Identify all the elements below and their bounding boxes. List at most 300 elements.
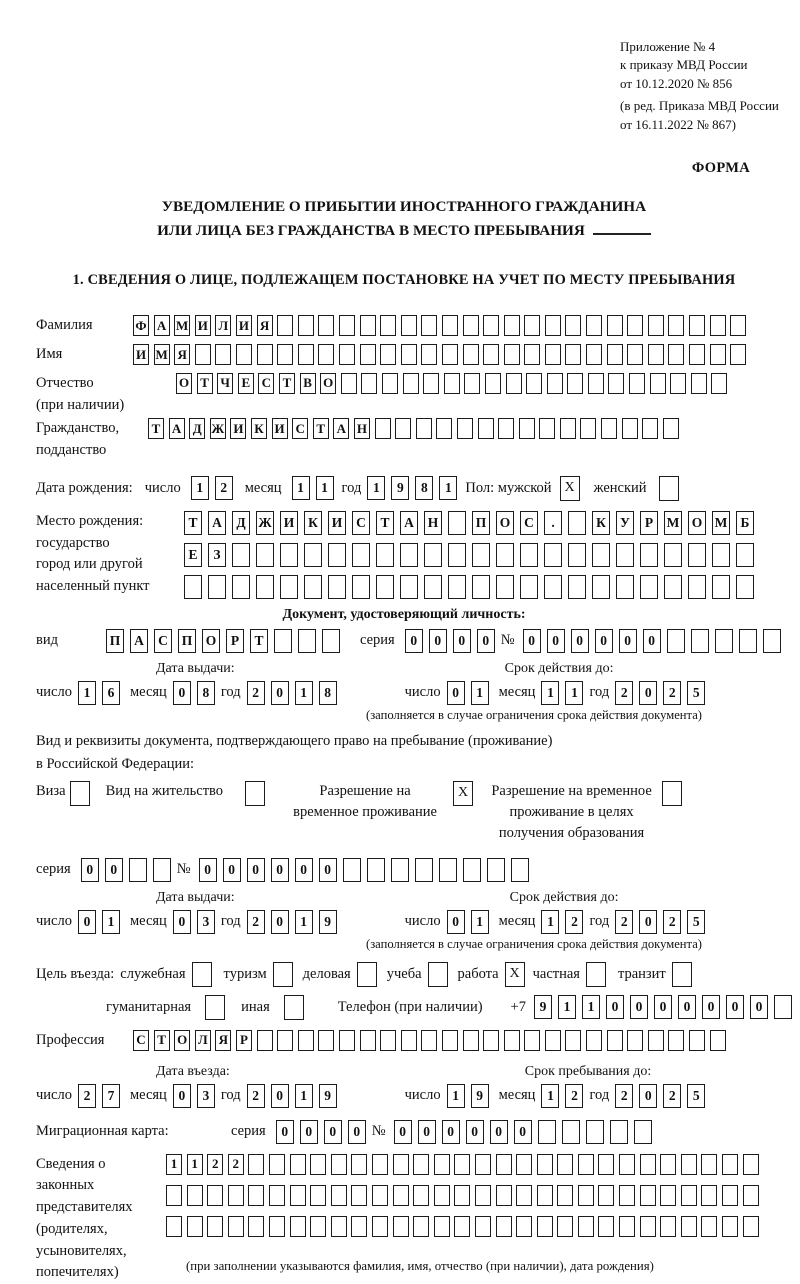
char-cell[interactable]: А bbox=[169, 418, 185, 439]
char-cell[interactable]: А bbox=[154, 315, 170, 336]
char-cell[interactable]: 5 bbox=[687, 910, 705, 934]
char-cell[interactable] bbox=[351, 1216, 367, 1237]
char-cell[interactable]: Е bbox=[184, 543, 202, 567]
char-cell[interactable]: 0 bbox=[678, 995, 696, 1019]
char-cell[interactable] bbox=[504, 1030, 520, 1051]
char-cell[interactable]: 1 bbox=[439, 476, 457, 500]
char-cell[interactable] bbox=[670, 373, 686, 394]
char-cell[interactable] bbox=[526, 373, 542, 394]
char-cell[interactable] bbox=[524, 1030, 540, 1051]
char-cell[interactable]: С bbox=[154, 629, 172, 653]
char-cell[interactable]: 1 bbox=[78, 681, 96, 705]
char-cell[interactable]: М bbox=[712, 511, 730, 535]
char-cell[interactable] bbox=[736, 543, 754, 567]
char-cell[interactable] bbox=[352, 575, 370, 599]
char-cell[interactable]: А bbox=[130, 629, 148, 653]
char-cell[interactable] bbox=[710, 315, 726, 336]
char-cell[interactable]: Б bbox=[736, 511, 754, 535]
char-cell[interactable] bbox=[545, 315, 561, 336]
char-cell[interactable]: Т bbox=[154, 1030, 170, 1051]
char-cell[interactable]: 2 bbox=[663, 1084, 681, 1108]
char-cell[interactable] bbox=[619, 1216, 635, 1237]
char-cell[interactable] bbox=[195, 344, 211, 365]
char-cell[interactable] bbox=[578, 1154, 594, 1175]
char-cell[interactable]: Ч bbox=[217, 373, 233, 394]
char-cell[interactable] bbox=[413, 1216, 429, 1237]
char-cell[interactable]: 9 bbox=[471, 1084, 489, 1108]
char-cell[interactable] bbox=[506, 373, 522, 394]
char-cell[interactable] bbox=[298, 315, 314, 336]
char-cell[interactable]: 6 bbox=[102, 681, 120, 705]
char-cell[interactable] bbox=[434, 1185, 450, 1206]
char-cell[interactable] bbox=[578, 1185, 594, 1206]
char-cell[interactable]: 0 bbox=[418, 1120, 436, 1144]
char-cell[interactable]: 2 bbox=[615, 681, 633, 705]
char-cell[interactable]: 0 bbox=[547, 629, 565, 653]
char-cell[interactable] bbox=[391, 858, 409, 882]
char-cell[interactable]: М bbox=[174, 315, 190, 336]
char-cell[interactable]: 1 bbox=[565, 681, 583, 705]
char-cell[interactable] bbox=[416, 418, 432, 439]
char-cell[interactable] bbox=[681, 1185, 697, 1206]
char-cell[interactable] bbox=[401, 1030, 417, 1051]
char-cell[interactable] bbox=[722, 1216, 738, 1237]
char-cell[interactable] bbox=[376, 543, 394, 567]
char-cell[interactable] bbox=[487, 858, 505, 882]
char-cell[interactable]: 0 bbox=[477, 629, 495, 653]
char-cell[interactable] bbox=[688, 575, 706, 599]
char-cell[interactable] bbox=[736, 575, 754, 599]
char-cell[interactable] bbox=[232, 543, 250, 567]
char-cell[interactable]: 2 bbox=[565, 1084, 583, 1108]
char-cell[interactable] bbox=[310, 1185, 326, 1206]
char-cell[interactable]: Ж bbox=[256, 511, 274, 535]
char-cell[interactable] bbox=[544, 575, 562, 599]
char-cell[interactable] bbox=[475, 1185, 491, 1206]
char-cell[interactable]: Л bbox=[195, 1030, 211, 1051]
char-cell[interactable] bbox=[439, 858, 457, 882]
char-cell[interactable] bbox=[689, 315, 705, 336]
char-cell[interactable] bbox=[711, 373, 727, 394]
char-cell[interactable] bbox=[434, 1216, 450, 1237]
char-cell[interactable]: 1 bbox=[471, 910, 489, 934]
char-cell[interactable]: 2 bbox=[215, 476, 233, 500]
char-cell[interactable]: 0 bbox=[271, 1084, 289, 1108]
char-cell[interactable] bbox=[341, 373, 357, 394]
char-cell[interactable] bbox=[524, 315, 540, 336]
char-cell[interactable]: 1 bbox=[295, 1084, 313, 1108]
char-cell[interactable] bbox=[520, 543, 538, 567]
char-cell[interactable] bbox=[415, 858, 433, 882]
char-cell[interactable]: О bbox=[320, 373, 336, 394]
char-cell[interactable]: Я bbox=[215, 1030, 231, 1051]
char-cell[interactable] bbox=[361, 373, 377, 394]
char-cell[interactable] bbox=[642, 418, 658, 439]
char-cell[interactable] bbox=[400, 575, 418, 599]
char-cell[interactable]: 1 bbox=[166, 1154, 182, 1175]
char-cell[interactable] bbox=[722, 1185, 738, 1206]
char-cell[interactable]: 0 bbox=[429, 629, 447, 653]
char-cell[interactable]: 0 bbox=[606, 995, 624, 1019]
char-cell[interactable]: 0 bbox=[490, 1120, 508, 1144]
char-cell[interactable] bbox=[691, 373, 707, 394]
char-cell[interactable]: И bbox=[236, 315, 252, 336]
char-cell[interactable] bbox=[524, 344, 540, 365]
char-cell[interactable] bbox=[424, 543, 442, 567]
char-cell[interactable]: Ж bbox=[210, 418, 226, 439]
char-cell[interactable] bbox=[560, 418, 576, 439]
char-cell[interactable]: Е bbox=[238, 373, 254, 394]
char-cell[interactable] bbox=[715, 629, 733, 653]
purpose-transit-checkbox[interactable] bbox=[672, 962, 692, 987]
char-cell[interactable]: 0 bbox=[173, 681, 191, 705]
char-cell[interactable] bbox=[668, 315, 684, 336]
char-cell[interactable]: О bbox=[496, 511, 514, 535]
char-cell[interactable] bbox=[424, 575, 442, 599]
char-cell[interactable]: 2 bbox=[207, 1154, 223, 1175]
char-cell[interactable] bbox=[567, 373, 583, 394]
char-cell[interactable] bbox=[730, 315, 746, 336]
char-cell[interactable]: 0 bbox=[105, 858, 123, 882]
char-cell[interactable]: Н bbox=[354, 418, 370, 439]
char-cell[interactable] bbox=[444, 373, 460, 394]
char-cell[interactable] bbox=[360, 315, 376, 336]
char-cell[interactable]: 1 bbox=[316, 476, 334, 500]
char-cell[interactable] bbox=[208, 575, 226, 599]
char-cell[interactable] bbox=[568, 575, 586, 599]
char-cell[interactable] bbox=[629, 373, 645, 394]
char-cell[interactable]: 0 bbox=[247, 858, 265, 882]
char-cell[interactable] bbox=[519, 418, 535, 439]
char-cell[interactable] bbox=[586, 315, 602, 336]
char-cell[interactable]: 1 bbox=[558, 995, 576, 1019]
char-cell[interactable]: 0 bbox=[276, 1120, 294, 1144]
char-cell[interactable] bbox=[640, 1185, 656, 1206]
char-cell[interactable]: 5 bbox=[687, 681, 705, 705]
char-cell[interactable] bbox=[743, 1154, 759, 1175]
char-cell[interactable] bbox=[448, 575, 466, 599]
char-cell[interactable]: 0 bbox=[514, 1120, 532, 1144]
char-cell[interactable]: А bbox=[400, 511, 418, 535]
char-cell[interactable]: 8 bbox=[319, 681, 337, 705]
char-cell[interactable]: 0 bbox=[726, 995, 744, 1019]
char-cell[interactable] bbox=[269, 1216, 285, 1237]
char-cell[interactable]: 0 bbox=[654, 995, 672, 1019]
char-cell[interactable] bbox=[544, 543, 562, 567]
char-cell[interactable]: А bbox=[333, 418, 349, 439]
char-cell[interactable] bbox=[277, 344, 293, 365]
purpose-work-checkbox[interactable]: X bbox=[505, 962, 525, 987]
char-cell[interactable]: 0 bbox=[447, 910, 465, 934]
char-cell[interactable] bbox=[318, 344, 334, 365]
char-cell[interactable] bbox=[248, 1185, 264, 1206]
char-cell[interactable] bbox=[619, 1154, 635, 1175]
char-cell[interactable] bbox=[448, 543, 466, 567]
char-cell[interactable] bbox=[322, 629, 340, 653]
char-cell[interactable] bbox=[463, 1030, 479, 1051]
char-cell[interactable] bbox=[568, 543, 586, 567]
char-cell[interactable] bbox=[607, 1030, 623, 1051]
char-cell[interactable]: 2 bbox=[247, 910, 265, 934]
char-cell[interactable]: 2 bbox=[663, 910, 681, 934]
char-cell[interactable] bbox=[498, 418, 514, 439]
char-cell[interactable]: А bbox=[208, 511, 226, 535]
char-cell[interactable] bbox=[393, 1154, 409, 1175]
char-cell[interactable] bbox=[586, 344, 602, 365]
char-cell[interactable] bbox=[648, 344, 664, 365]
char-cell[interactable]: 2 bbox=[247, 1084, 265, 1108]
char-cell[interactable] bbox=[184, 575, 202, 599]
char-cell[interactable] bbox=[562, 1120, 580, 1144]
char-cell[interactable] bbox=[640, 1216, 656, 1237]
temp-residence-checkbox[interactable]: X bbox=[453, 781, 473, 806]
char-cell[interactable] bbox=[712, 575, 730, 599]
char-cell[interactable] bbox=[310, 1154, 326, 1175]
char-cell[interactable]: 3 bbox=[197, 1084, 215, 1108]
char-cell[interactable]: Д bbox=[189, 418, 205, 439]
char-cell[interactable]: 8 bbox=[197, 681, 215, 705]
char-cell[interactable] bbox=[496, 1216, 512, 1237]
char-cell[interactable]: Я bbox=[257, 315, 273, 336]
char-cell[interactable]: 0 bbox=[571, 629, 589, 653]
char-cell[interactable]: 1 bbox=[367, 476, 385, 500]
char-cell[interactable] bbox=[339, 1030, 355, 1051]
char-cell[interactable] bbox=[701, 1154, 717, 1175]
char-cell[interactable] bbox=[274, 629, 292, 653]
char-cell[interactable] bbox=[256, 543, 274, 567]
char-cell[interactable] bbox=[640, 575, 658, 599]
char-cell[interactable]: 3 bbox=[197, 910, 215, 934]
purpose-official-checkbox[interactable] bbox=[192, 962, 212, 987]
char-cell[interactable] bbox=[464, 373, 480, 394]
char-cell[interactable] bbox=[722, 1154, 738, 1175]
char-cell[interactable] bbox=[547, 373, 563, 394]
char-cell[interactable] bbox=[475, 1216, 491, 1237]
char-cell[interactable] bbox=[236, 344, 252, 365]
char-cell[interactable]: И bbox=[230, 418, 246, 439]
char-cell[interactable] bbox=[232, 575, 250, 599]
char-cell[interactable] bbox=[277, 315, 293, 336]
char-cell[interactable]: 9 bbox=[391, 476, 409, 500]
char-cell[interactable] bbox=[598, 1216, 614, 1237]
char-cell[interactable] bbox=[442, 315, 458, 336]
char-cell[interactable] bbox=[434, 1154, 450, 1175]
char-cell[interactable] bbox=[483, 344, 499, 365]
char-cell[interactable] bbox=[537, 1185, 553, 1206]
char-cell[interactable] bbox=[421, 1030, 437, 1051]
char-cell[interactable]: 5 bbox=[687, 1084, 705, 1108]
char-cell[interactable]: 1 bbox=[541, 681, 559, 705]
char-cell[interactable] bbox=[153, 858, 171, 882]
char-cell[interactable] bbox=[539, 418, 555, 439]
char-cell[interactable]: 9 bbox=[319, 910, 337, 934]
char-cell[interactable] bbox=[701, 1216, 717, 1237]
char-cell[interactable] bbox=[351, 1185, 367, 1206]
char-cell[interactable] bbox=[257, 1030, 273, 1051]
char-cell[interactable]: 0 bbox=[295, 858, 313, 882]
char-cell[interactable]: У bbox=[616, 511, 634, 535]
char-cell[interactable] bbox=[403, 373, 419, 394]
char-cell[interactable] bbox=[478, 418, 494, 439]
char-cell[interactable] bbox=[413, 1185, 429, 1206]
char-cell[interactable] bbox=[463, 344, 479, 365]
char-cell[interactable] bbox=[640, 543, 658, 567]
char-cell[interactable] bbox=[248, 1154, 264, 1175]
char-cell[interactable] bbox=[328, 575, 346, 599]
char-cell[interactable] bbox=[380, 1030, 396, 1051]
char-cell[interactable]: 0 bbox=[319, 858, 337, 882]
char-cell[interactable] bbox=[187, 1216, 203, 1237]
char-cell[interactable] bbox=[607, 315, 623, 336]
char-cell[interactable] bbox=[565, 344, 581, 365]
char-cell[interactable]: 0 bbox=[639, 1084, 657, 1108]
char-cell[interactable]: 0 bbox=[447, 681, 465, 705]
char-cell[interactable] bbox=[280, 575, 298, 599]
char-cell[interactable] bbox=[619, 1185, 635, 1206]
char-cell[interactable] bbox=[269, 1154, 285, 1175]
char-cell[interactable] bbox=[580, 418, 596, 439]
char-cell[interactable] bbox=[739, 629, 757, 653]
char-cell[interactable]: С bbox=[520, 511, 538, 535]
char-cell[interactable] bbox=[393, 1216, 409, 1237]
char-cell[interactable]: 0 bbox=[453, 629, 471, 653]
char-cell[interactable]: 1 bbox=[471, 681, 489, 705]
char-cell[interactable] bbox=[496, 1154, 512, 1175]
char-cell[interactable] bbox=[454, 1216, 470, 1237]
char-cell[interactable] bbox=[648, 1030, 664, 1051]
char-cell[interactable]: 0 bbox=[442, 1120, 460, 1144]
char-cell[interactable]: . bbox=[544, 511, 562, 535]
visa-checkbox[interactable] bbox=[70, 781, 90, 806]
char-cell[interactable]: Р bbox=[640, 511, 658, 535]
char-cell[interactable] bbox=[664, 543, 682, 567]
char-cell[interactable] bbox=[331, 1216, 347, 1237]
char-cell[interactable] bbox=[616, 543, 634, 567]
char-cell[interactable]: И bbox=[328, 511, 346, 535]
char-cell[interactable] bbox=[689, 344, 705, 365]
char-cell[interactable] bbox=[537, 1154, 553, 1175]
char-cell[interactable] bbox=[472, 543, 490, 567]
char-cell[interactable] bbox=[413, 1154, 429, 1175]
char-cell[interactable]: 1 bbox=[191, 476, 209, 500]
char-cell[interactable]: Т bbox=[250, 629, 268, 653]
char-cell[interactable]: И bbox=[280, 511, 298, 535]
char-cell[interactable]: 0 bbox=[523, 629, 541, 653]
char-cell[interactable]: 0 bbox=[405, 629, 423, 653]
char-cell[interactable]: 2 bbox=[663, 681, 681, 705]
char-cell[interactable]: И bbox=[195, 315, 211, 336]
char-cell[interactable] bbox=[256, 575, 274, 599]
char-cell[interactable] bbox=[511, 858, 529, 882]
char-cell[interactable]: 0 bbox=[702, 995, 720, 1019]
char-cell[interactable] bbox=[360, 1030, 376, 1051]
char-cell[interactable] bbox=[565, 315, 581, 336]
char-cell[interactable] bbox=[689, 1030, 705, 1051]
char-cell[interactable]: 0 bbox=[173, 1084, 191, 1108]
char-cell[interactable] bbox=[401, 315, 417, 336]
char-cell[interactable]: 0 bbox=[750, 995, 768, 1019]
char-cell[interactable]: О bbox=[176, 373, 192, 394]
char-cell[interactable] bbox=[648, 315, 664, 336]
purpose-tourism-checkbox[interactable] bbox=[273, 962, 293, 987]
temp-residence-education-checkbox[interactable] bbox=[662, 781, 682, 806]
char-cell[interactable] bbox=[375, 418, 391, 439]
char-cell[interactable] bbox=[421, 344, 437, 365]
char-cell[interactable] bbox=[352, 543, 370, 567]
char-cell[interactable]: 9 bbox=[319, 1084, 337, 1108]
char-cell[interactable] bbox=[663, 418, 679, 439]
char-cell[interactable] bbox=[712, 543, 730, 567]
char-cell[interactable]: 0 bbox=[630, 995, 648, 1019]
char-cell[interactable] bbox=[475, 1154, 491, 1175]
char-cell[interactable] bbox=[483, 315, 499, 336]
char-cell[interactable]: 9 bbox=[534, 995, 552, 1019]
purpose-study-checkbox[interactable] bbox=[428, 962, 448, 987]
char-cell[interactable] bbox=[616, 575, 634, 599]
char-cell[interactable] bbox=[442, 344, 458, 365]
char-cell[interactable]: М bbox=[154, 344, 170, 365]
char-cell[interactable] bbox=[400, 543, 418, 567]
char-cell[interactable]: С bbox=[133, 1030, 149, 1051]
char-cell[interactable]: 0 bbox=[348, 1120, 366, 1144]
char-cell[interactable]: 0 bbox=[223, 858, 241, 882]
char-cell[interactable]: Т bbox=[376, 511, 394, 535]
char-cell[interactable] bbox=[557, 1154, 573, 1175]
char-cell[interactable] bbox=[627, 1030, 643, 1051]
char-cell[interactable] bbox=[372, 1216, 388, 1237]
char-cell[interactable] bbox=[228, 1216, 244, 1237]
char-cell[interactable] bbox=[691, 629, 709, 653]
char-cell[interactable] bbox=[496, 575, 514, 599]
char-cell[interactable] bbox=[516, 1216, 532, 1237]
char-cell[interactable] bbox=[538, 1120, 556, 1144]
char-cell[interactable] bbox=[743, 1216, 759, 1237]
char-cell[interactable]: С bbox=[292, 418, 308, 439]
char-cell[interactable]: 1 bbox=[541, 1084, 559, 1108]
char-cell[interactable] bbox=[207, 1185, 223, 1206]
char-cell[interactable] bbox=[557, 1216, 573, 1237]
char-cell[interactable] bbox=[298, 344, 314, 365]
char-cell[interactable] bbox=[290, 1185, 306, 1206]
char-cell[interactable] bbox=[586, 1120, 604, 1144]
char-cell[interactable]: С bbox=[352, 511, 370, 535]
char-cell[interactable]: 0 bbox=[81, 858, 99, 882]
char-cell[interactable]: 0 bbox=[619, 629, 637, 653]
char-cell[interactable] bbox=[372, 1185, 388, 1206]
char-cell[interactable]: 0 bbox=[639, 910, 657, 934]
gender-female-checkbox[interactable] bbox=[659, 476, 679, 501]
char-cell[interactable] bbox=[565, 1030, 581, 1051]
char-cell[interactable] bbox=[331, 1185, 347, 1206]
char-cell[interactable] bbox=[339, 315, 355, 336]
char-cell[interactable] bbox=[730, 344, 746, 365]
purpose-other-checkbox[interactable] bbox=[284, 995, 304, 1020]
gender-male-checkbox[interactable]: X bbox=[560, 476, 580, 501]
residence-permit-checkbox[interactable] bbox=[245, 781, 265, 806]
char-cell[interactable]: 7 bbox=[102, 1084, 120, 1108]
char-cell[interactable] bbox=[588, 373, 604, 394]
char-cell[interactable] bbox=[598, 1154, 614, 1175]
char-cell[interactable]: Т bbox=[313, 418, 329, 439]
char-cell[interactable] bbox=[660, 1154, 676, 1175]
char-cell[interactable] bbox=[393, 1185, 409, 1206]
char-cell[interactable] bbox=[668, 1030, 684, 1051]
char-cell[interactable] bbox=[545, 344, 561, 365]
char-cell[interactable] bbox=[351, 1154, 367, 1175]
char-cell[interactable] bbox=[664, 575, 682, 599]
char-cell[interactable]: 1 bbox=[102, 910, 120, 934]
char-cell[interactable] bbox=[586, 1030, 602, 1051]
